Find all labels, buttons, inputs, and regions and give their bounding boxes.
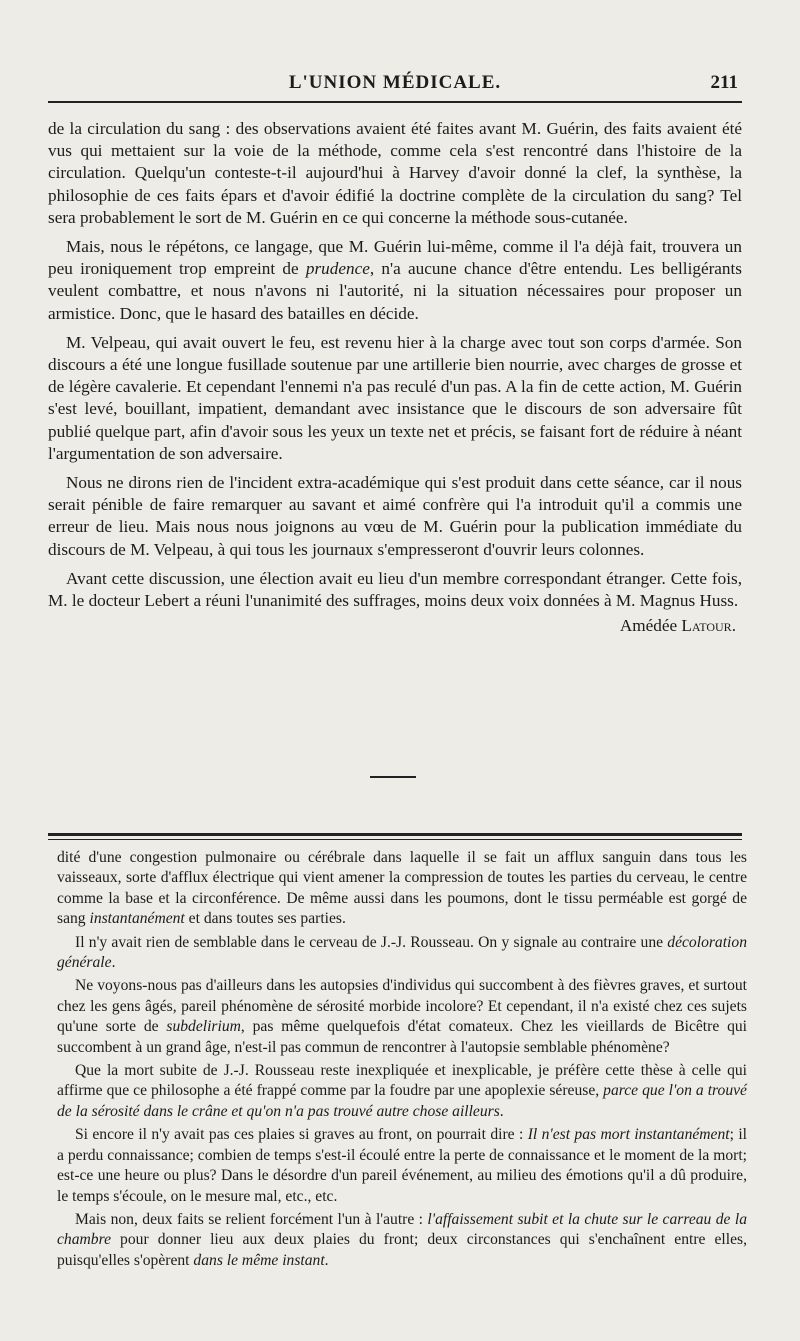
paragraph: [48, 568, 742, 612]
paragraph-text: Mais non, deux faits se relient forcément l'un à l'autre :: [75, 1210, 428, 1228]
paragraph-text: Nous ne dirons rien de l'incident extra-académique qui s'est produit dans cette séance, car il nous serait pénible de faire remarquer au savant et aimé confrère qui l'a introduit qu'il a commis une erreur de lieu. Mais nous nous joignons au vœu de M. Guérin pour la publication immédiate du discours de M. Velpeau, à qui tous les journaux s'empresseront d'ouvrir leurs colonnes.: [48, 473, 742, 559]
italic-text: décoloration générale: [57, 933, 747, 972]
signature-last-name: Latour: [681, 616, 732, 636]
paragraph-text: , n'a aucune chance d'être entendu. Les belligérants veulent combattre, et nous n'avons ni l'autorité, ni la situation nécessaires pour proposer un armistice. Donc, que le hasard des batailles en décide.: [48, 259, 742, 323]
paragraph: [57, 848, 747, 930]
italic-text: subdelirium: [166, 1018, 241, 1036]
italic-text: dans le même instant: [193, 1251, 325, 1269]
paragraph-text: Si encore il n'y avait pas ces plaies si graves au front, on pourrait dire :: [75, 1126, 528, 1144]
paragraph: [57, 933, 747, 974]
header-rule: [48, 101, 742, 103]
paragraph-text: de la circulation du sang : des observations avaient été faites avant M. Guérin, des faits avaient été vus qui mettaient sur la voie de la méthode, comme cela s'est rencontré dans l'histoire de la circulation. Quelqu'un conteste-t-il aujourd'hui à Harvey d'avoir donné la clef, la synthèse, la philosophie de ces faits épars et d'avoir édifié la doctrine complète de la circulation du sang? Tel sera probablement le sort de M. Guérin en ce qui concerne la méthode sous-cutanée.: [48, 119, 742, 227]
paragraph: [57, 1125, 747, 1207]
paragraph-text: Que la mort subite de J.-J. Rousseau reste inexpliquée et inexplicable, je préfère cette thèse à celle qui affirme que ce philosophe a été frappé comme par la foudre par une apoplexie séreuse,: [57, 1062, 747, 1100]
journal-title: L'UNION MÉDICALE.: [288, 72, 502, 93]
paragraph: [57, 1061, 747, 1122]
paragraph-text: et dans toutes ses parties.: [184, 910, 346, 928]
signature-end: .: [731, 616, 736, 636]
italic-text: prudence: [305, 259, 370, 279]
paragraph-text: dité d'une congestion pulmonaire ou cérébrale dans laquelle il se fait un afflux sanguin dans tous les vaisseaux, sorte d'afflux électrique qui vient amener la compression de toutes les parties du cerveau, le centre comme la base et la circonférence. De même aussi dans les poumons, dont le tissu perméable est gorgé de sang: [57, 849, 747, 928]
paragraph-text: ; il a perdu connaissance; combien de temps s'est-il écoulé entre la perte de connaissance et le moment de la mort; est-ce une heure ou plus? Dans le désordre d'un pareil événement, au milieu des émotions qu'il a dû produire, le temps s'écoule, on le mesure mal, etc., etc.: [57, 1126, 747, 1205]
paragraph-text: Mais, nous le répétons, ce langage, que M. Guérin lui-même, comme il l'a déjà fait, trouvera un peu ironiquement trop empreint de: [48, 237, 742, 279]
italic-text: Il n'est pas mort instantanément: [527, 1126, 730, 1144]
paragraph-text: .: [499, 1102, 504, 1120]
paragraph: [48, 332, 742, 465]
paragraph-text: Ne voyons-nous pas d'ailleurs dans les autopsies d'individus qui succombent à des fièvres graves, et surtout chez les gens âgés, pareil phénomène de sérosité morbide incolore? Et cependant, il n'a existé chez ces sujets qu'une sorte de: [57, 977, 747, 1036]
italic-text: instantanément: [89, 910, 185, 928]
paragraph: [48, 472, 742, 561]
paragraph-text: .: [324, 1251, 329, 1269]
signature-first-name: Amédée: [619, 616, 682, 636]
feuilleton-rule-thin: [48, 839, 742, 840]
paragraph: [57, 976, 747, 1058]
paragraph-text: .: [111, 954, 116, 972]
paragraph-text: pour donner lieu aux deux plaies du front; deux circonstances qui s'enchaînent entre elles, puisqu'elles s'opèrent: [57, 1231, 747, 1269]
paragraph: [57, 1210, 747, 1271]
article-body: [48, 118, 742, 637]
paragraph-text: , pas même quelquefois d'état comateux. Chez les vieillards de Bicêtre qui succombent à un grand âge, n'est-il pas commun de rencontrer à l'autopsie semblable phénomène?: [57, 1018, 747, 1056]
feuilleton-body: [57, 848, 747, 1274]
italic-text: parce que l'on a trouvé de la sérosité dans le crâne et qu'on n'a pas trouvé autre chose ailleurs: [57, 1082, 747, 1120]
feuilleton-rule-thick: [48, 833, 742, 836]
page-number: 211: [710, 72, 738, 93]
paragraph: [48, 118, 742, 229]
page-header: [48, 70, 742, 100]
paragraph-text: M. Velpeau, qui avait ouvert le feu, est revenu hier à la charge avec tout son corps d'armée. Son discours a été une longue fusillade soutenue par une artillerie bien nourrie, avec charges de grosse et de légère cavalerie. Et cependant l'ennemi n'a pas reculé d'un pas. A la fin de cette action, M. Guérin s'est levé, bouillant, impatient, demandant avec insistance que le discours de son adversaire fût publié quelque part, afin d'avoir sous les yeux un texte net et précis, se faisant fort de réduire à néant l'argumentation de son adversaire.: [48, 332, 742, 463]
paragraph-text: Il n'y avait rien de semblable dans le cerveau de J.-J. Rousseau. On y signale au contraire une: [75, 933, 668, 951]
paragraph-text: Avant cette discussion, une élection avait eu lieu d'un membre correspondant étranger. Cette fois, M. le docteur Lebert a réuni l'unanimité des suffrages, moins deux voix données à M. Magnus Huss.: [48, 568, 742, 611]
signature: [48, 615, 742, 637]
paragraph: [48, 236, 742, 325]
italic-text: l'affaissement subit et la chute sur le carreau de la chambre: [57, 1210, 747, 1249]
section-divider: [370, 776, 416, 778]
